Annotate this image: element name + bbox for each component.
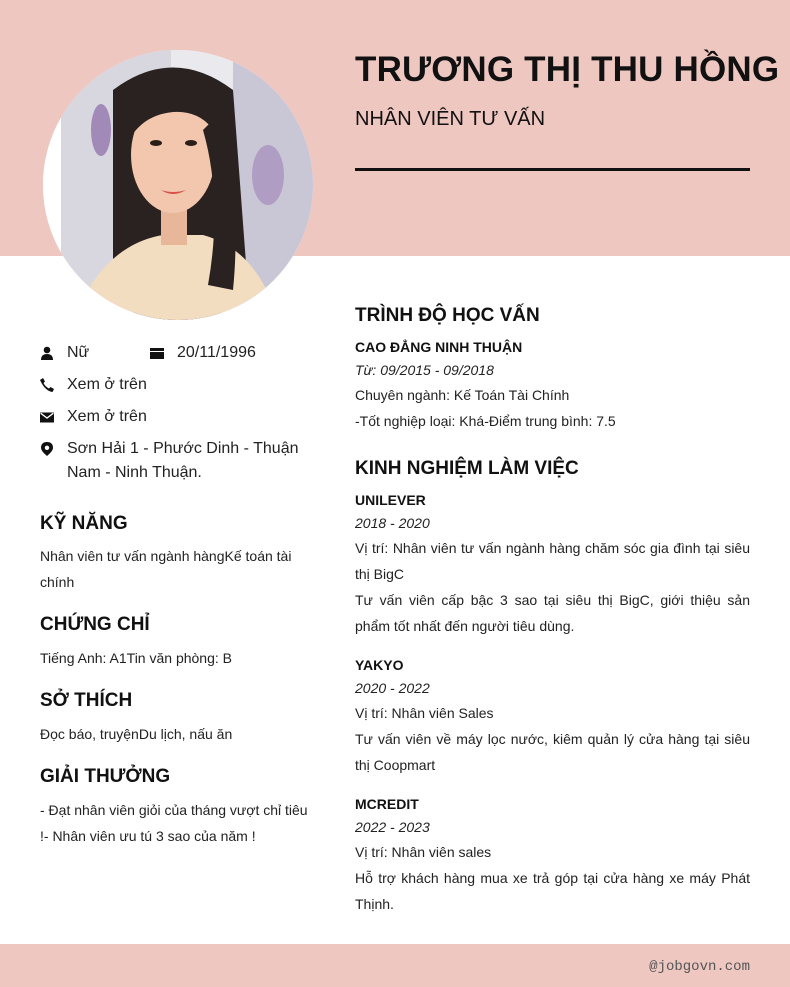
profile-photo: [43, 50, 313, 320]
job-description: Tư vấn viên cấp bậc 3 sao tại siêu thị BigC, giới thiệu sản phẩm tốt nhất đến người tiêu dùng.: [355, 592, 750, 634]
person-icon: [40, 346, 54, 360]
birthdate-value: 20/11/1996: [177, 344, 256, 361]
phone-icon: [40, 378, 54, 392]
hobbies-text: Đọc báo, truyệnDu lịch, nấu ăn: [40, 726, 233, 742]
job-period: 2020 - 2022: [355, 680, 430, 696]
job-company: UNILEVER: [355, 492, 426, 508]
job-role: Vị trí: Nhân viên Sales: [355, 705, 494, 721]
address-value: Sơn Hải 1 - Phước Dinh - Thuận Nam - Ninh Thuận.: [67, 440, 299, 481]
skills-text: Nhân viên tư vấn ngành hàngKế toán tài chính: [40, 548, 292, 590]
education-grade: -Tốt nghiệp loại: Khá-Điểm trung bình: 7.5: [355, 413, 616, 429]
job-period: 2018 - 2020: [355, 515, 430, 531]
job-description: Hỗ trợ khách hàng mua xe trả góp tại cửa hàng xe máy Phát Thịnh.: [355, 870, 750, 912]
job-role: Vị trí: Nhân viên sales: [355, 844, 492, 860]
education-title: TRÌNH ĐỘ HỌC VẤN: [355, 305, 540, 326]
job-description: Tư vấn viên về máy lọc nước, kiêm quản lý cửa hàng tại siêu thị Coopmart: [355, 731, 750, 773]
calendar-icon: [150, 346, 164, 360]
certificates-title: CHỨNG CHỈ: [40, 614, 150, 635]
awards-title: GIẢI THƯỞNG: [40, 766, 171, 787]
certificates-text: Tiếng Anh: A1Tin văn phòng: B: [40, 650, 232, 666]
contact-phone: [40, 373, 147, 397]
contact-gender: [40, 341, 89, 365]
gender-value: Nữ: [67, 344, 90, 361]
mail-icon: [40, 410, 54, 424]
job-company: YAKYO: [355, 657, 404, 673]
phone-value: Xem ở trên: [67, 376, 147, 393]
map-pin-icon: [40, 442, 54, 456]
hobbies-title: SỞ THÍCH: [40, 690, 133, 711]
contact-email: [40, 405, 147, 429]
footer-brand[interactable]: @jobgovn.com: [649, 959, 750, 975]
education-major: Chuyên ngành: Kế Toán Tài Chính: [355, 387, 570, 403]
education-period: Từ: 09/2015 - 09/2018: [355, 362, 494, 378]
email-value: Xem ở trên: [67, 408, 147, 425]
profile-photo-illustration: [43, 50, 313, 320]
contact-birthdate: [150, 341, 256, 365]
skills-title: KỸ NĂNG: [40, 513, 128, 534]
job-company: MCREDIT: [355, 796, 419, 812]
awards-text: - Đạt nhân viên giỏi của tháng vượt chỉ tiêu !- Nhân viên ưu tú 3 sao của năm !: [40, 802, 308, 844]
candidate-job-title: NHÂN VIÊN TƯ VẤN: [355, 108, 546, 130]
job-period: 2022 - 2023: [355, 819, 430, 835]
contact-address: [40, 437, 310, 485]
job-role: Vị trí: Nhân viên tư vấn ngành hàng chăm sóc gia đình tại siêu thị BigC: [355, 540, 750, 582]
candidate-name: TRƯƠNG THỊ THU HỒNG: [355, 50, 780, 89]
header-divider: [355, 168, 750, 171]
education-school: CAO ĐẲNG NINH THUẬN: [355, 339, 523, 355]
experience-title: KINH NGHIỆM LÀM VIỆC: [355, 458, 579, 479]
